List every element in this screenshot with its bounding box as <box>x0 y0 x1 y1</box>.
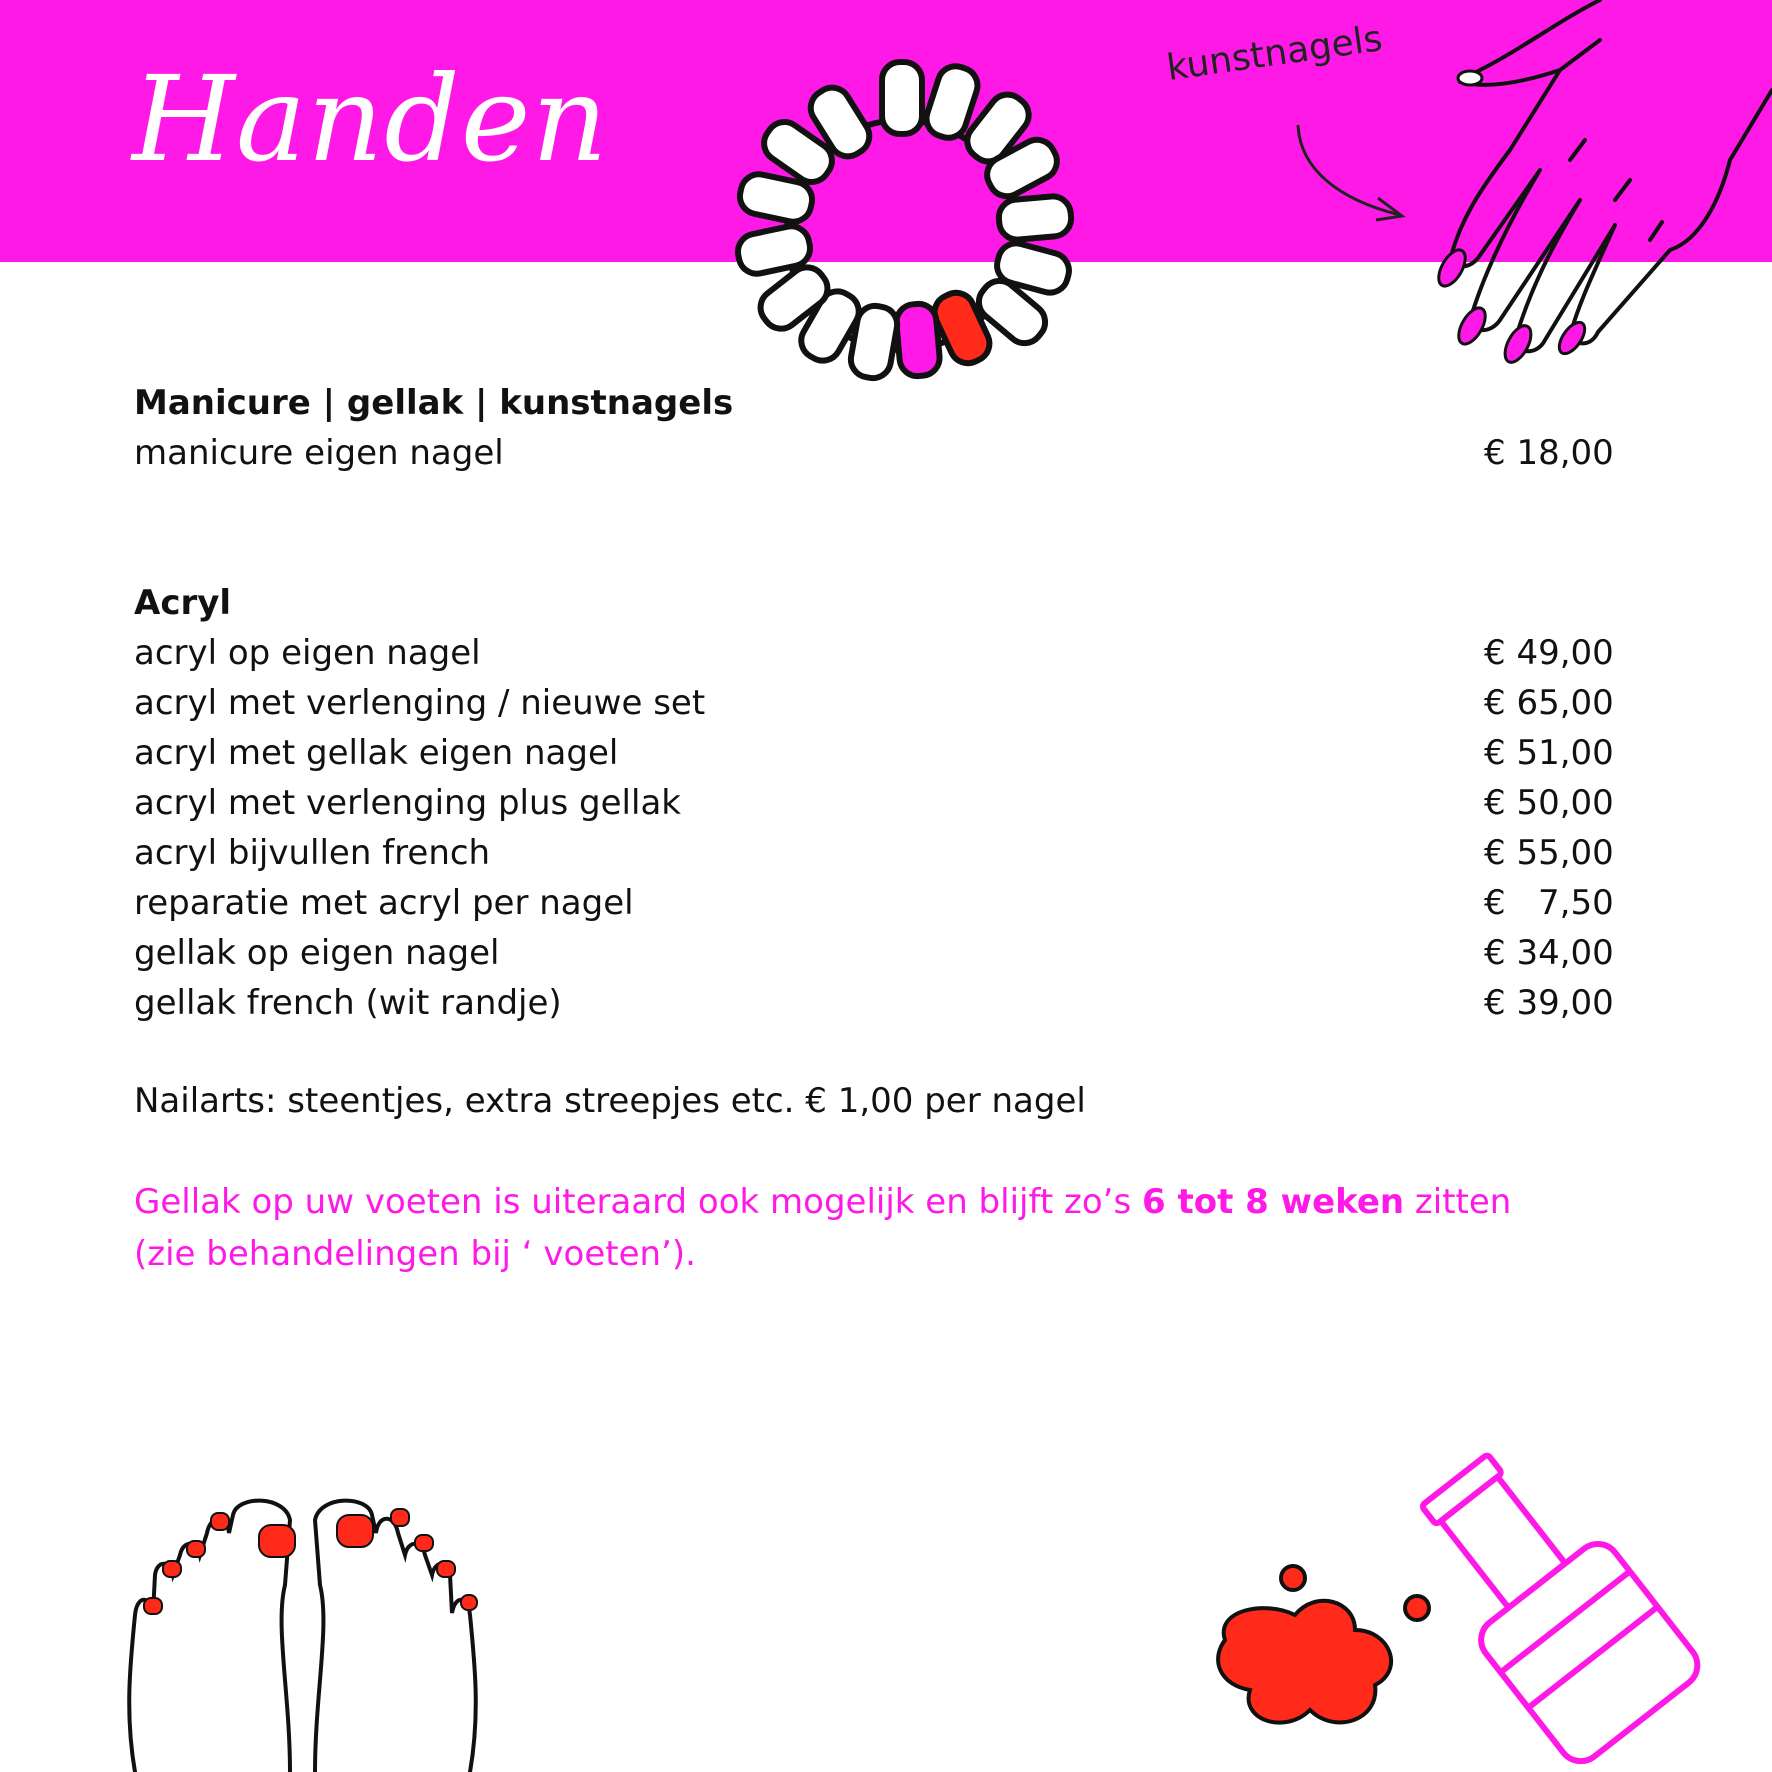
section-heading-manicure: Manicure | gellak | kunstnagels <box>134 383 734 423</box>
nailarts-note: Nailarts: steentjes, extra streepjes etc. € 1,00 per nagel <box>134 1081 1086 1121</box>
price-row <box>134 428 1614 478</box>
caption-kunstnagels: kunstnagels <box>1164 18 1385 89</box>
treatment-name: manicure eigen nagel <box>134 433 504 473</box>
treatment-price: € 55,00 <box>1484 833 1614 873</box>
treatment-price: € 7,50 <box>1484 883 1614 923</box>
price-row <box>134 878 1614 928</box>
price-row <box>134 778 1614 828</box>
acryl-section <box>134 578 1614 1028</box>
treatment-name: gellak french (wit randje) <box>134 983 562 1023</box>
price-row <box>134 628 1614 678</box>
treatment-price: € 51,00 <box>1484 733 1614 773</box>
info-text-1: Gellak op uw voeten is uiteraard ook mogelijk en blijft zo’s <box>134 1182 1142 1222</box>
arrow-icon <box>1290 120 1420 230</box>
hand-icon <box>1430 0 1772 380</box>
treatment-price: € 39,00 <box>1484 983 1614 1023</box>
page-title: Handen <box>132 50 609 188</box>
treatment-price: € 65,00 <box>1484 683 1614 723</box>
treatment-name: acryl met gellak eigen nagel <box>134 733 619 773</box>
treatment-price: € 49,00 <box>1484 633 1614 673</box>
treatment-price: € 34,00 <box>1484 933 1614 973</box>
treatment-price: € 50,00 <box>1484 783 1614 823</box>
feet-icon <box>125 1495 505 1772</box>
info-bold: 6 tot 8 weken <box>1141 1182 1405 1222</box>
info-text-2: zitten <box>1404 1182 1512 1222</box>
info-line-2: (zie behandelingen bij ‘ voeten’). <box>134 1234 696 1274</box>
treatment-name: acryl op eigen nagel <box>134 633 481 673</box>
price-row <box>134 678 1614 728</box>
treatment-name: reparatie met acryl per nagel <box>134 883 634 923</box>
price-row <box>134 978 1614 1028</box>
info-line-1 <box>134 1176 1614 1228</box>
treatment-name: gellak op eigen nagel <box>134 933 500 973</box>
treatment-name: acryl bijvullen french <box>134 833 491 873</box>
manicure-section <box>134 378 1614 478</box>
treatment-price: € 18,00 <box>1484 433 1614 473</box>
price-row <box>134 828 1614 878</box>
price-row <box>134 928 1614 978</box>
nail-swatch-wheel-icon <box>700 40 1120 400</box>
treatment-name: acryl met verlenging / nieuwe set <box>134 683 706 723</box>
price-row <box>134 728 1614 778</box>
info-note <box>134 1176 1614 1280</box>
section-heading-acryl: Acryl <box>134 583 232 623</box>
treatment-name: acryl met verlenging plus gellak <box>134 783 681 823</box>
nail-polish-bottle-icon <box>1410 1450 1702 1772</box>
polish-splash-icon <box>1205 1560 1445 1760</box>
